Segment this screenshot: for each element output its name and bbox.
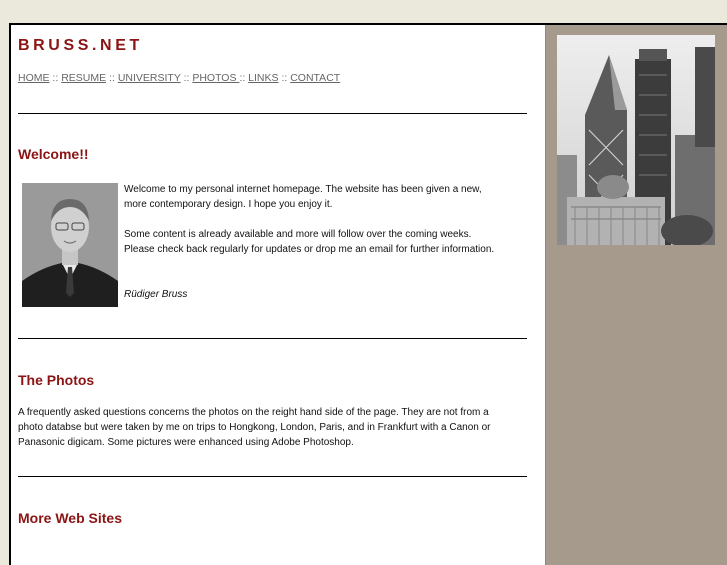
divider <box>18 113 527 114</box>
main-content <box>11 25 536 565</box>
sidebar <box>545 25 727 565</box>
nav-separator: :: <box>281 72 288 84</box>
nav-links-link[interactable]: LINKS <box>248 72 279 84</box>
nav-resume-link[interactable]: RESUME <box>61 72 107 84</box>
photos-text <box>18 405 533 450</box>
welcome-line: Some content is already available and more will follow over the coming weeks. <box>124 229 472 240</box>
site-logo[interactable]: BRUSS.NET <box>18 37 143 54</box>
nav-separator: :: <box>109 72 115 84</box>
skyline-photo <box>557 35 715 245</box>
nav-separator: :: <box>183 72 190 84</box>
nav-contact-link[interactable]: CONTACT <box>290 72 341 84</box>
welcome-line: Welcome to my personal internet homepage. The website has been given a new, <box>124 184 482 195</box>
welcome-text <box>124 182 529 302</box>
photos-line: A frequently asked questions concerns the photos on the reight hand side of the page. They are not from a <box>18 407 489 418</box>
nav-photos-link[interactable]: PHOTOS <box>192 72 240 84</box>
nav-separator: :: <box>52 72 59 84</box>
welcome-line: more contemporary design. I hope you enjoy it. <box>124 199 333 210</box>
photos-line: photo databse but were taken by me on trips to Hongkong, London, Paris, and in Frankfurt with a Canon or <box>18 422 491 433</box>
more-sites-heading: More Web Sites <box>18 510 122 526</box>
nav-home-link[interactable]: HOME <box>18 72 50 84</box>
nav-separator: :: <box>239 72 246 84</box>
main-nav <box>18 72 340 84</box>
photos-line: Panasonic digicam. Some pictures were enhanced using Adobe Photoshop. <box>18 437 354 448</box>
page-frame <box>9 23 727 565</box>
photos-heading: The Photos <box>18 372 95 388</box>
welcome-line: Please check back regularly for updates or drop me an email for further information. <box>124 244 495 255</box>
nav-university-link[interactable]: UNIVERSITY <box>117 72 181 84</box>
divider <box>18 338 527 339</box>
divider <box>18 476 527 477</box>
welcome-heading: Welcome!! <box>18 146 89 162</box>
signature: Rüdiger Bruss <box>124 289 188 300</box>
portrait-image <box>22 183 118 307</box>
